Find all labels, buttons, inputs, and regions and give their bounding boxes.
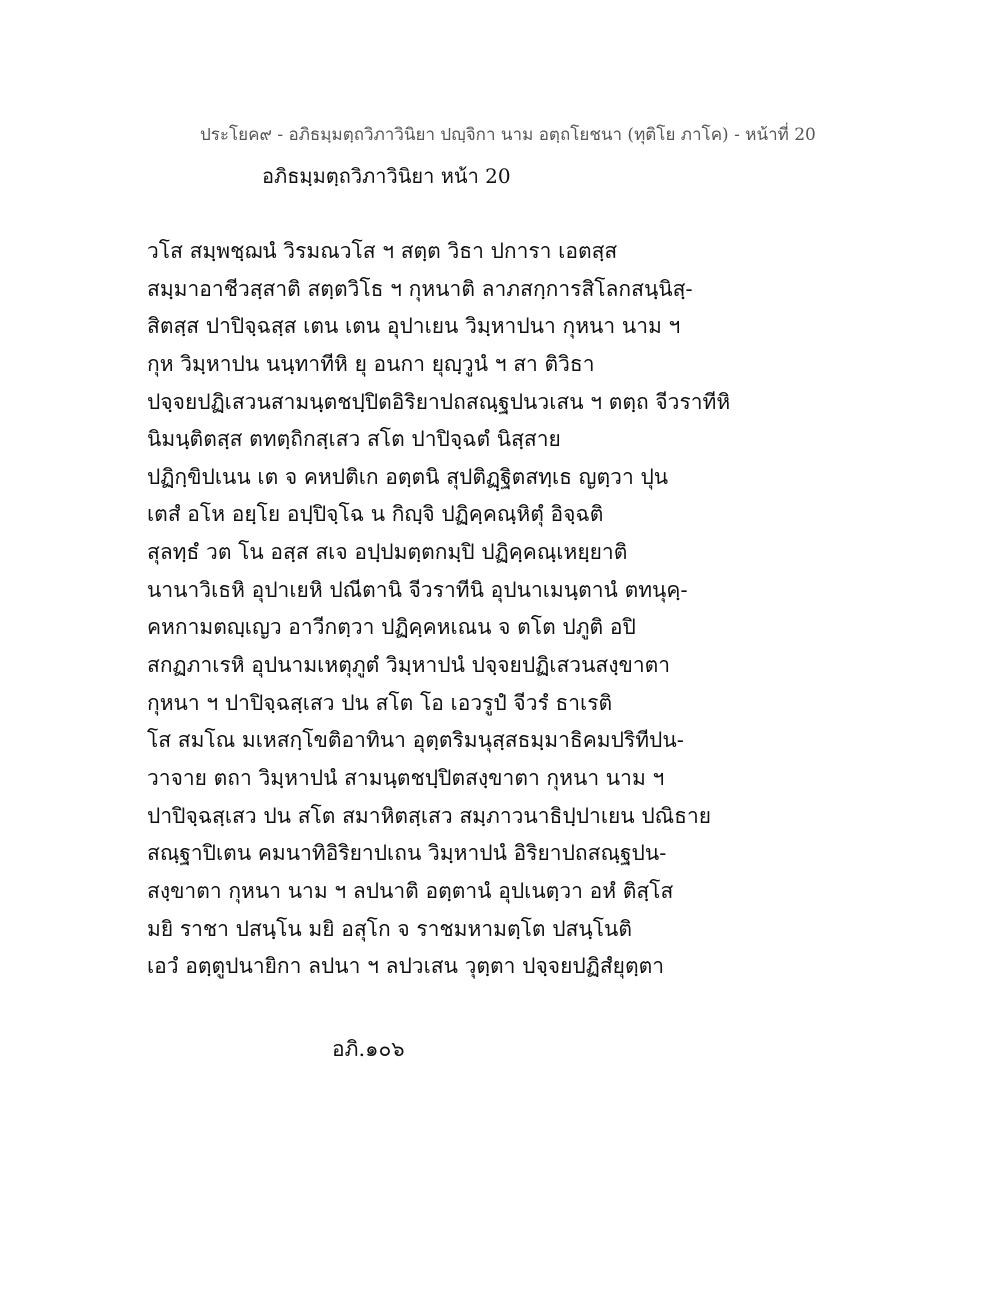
text-line: สณฺฐาปิเตน คมนาทิอิริยาปเถน วิมฺหาปนํ อิริยาปถสณฺฐปน-	[147, 841, 667, 866]
running-header: ประโยค๙ - อภิธมฺมตฺถวิภาวินิยา ปญฺจิกา นาม อตฺถโยชนา (ทุติโย ภาโค) - หน้าที่ 20	[200, 125, 816, 145]
text-line: ปฏิกฺขิปเนน เต จ คหปติเก อตฺตนิ สุปติฏฺฐิตสทฺเธ ญตฺวา ปุน	[147, 464, 669, 489]
text-line: นิมนฺติตสฺส ตทตฺถิกสฺเสว สโต ปาปิจฺฉตํ นิสฺสาย	[147, 427, 561, 452]
text-line: สงฺขาตา กุหนา นาม ฯ ลปนาติ อตฺตานํ อุปเนตฺวา อหํ ติสฺโส	[147, 878, 674, 903]
page-reference: อภิ.๑๐๖	[332, 1037, 405, 1061]
text-line: สกฏภาเรหิ อุปนามเหตุภูตํ วิมฺหาปนํ ปจฺจยปฏิเสวนสงฺขาตา	[147, 653, 671, 678]
text-line: วาจาย ตถา วิมฺหาปนํ สามนฺตชปฺปิตสงฺขาตา กุหนา นาม ฯ	[147, 765, 665, 790]
text-line: สิตสฺส ปาปิจฺฉสฺส เตน เตน อุปาเยน วิมฺหาปนา กุหนา นาม ฯ	[147, 314, 681, 339]
text-line: กุห วิมฺหาปน นนฺทาทีหิ ยุ อนกา ยุญฺวูนํ ฯ สา ติวิธา	[147, 351, 595, 376]
text-line: ปาปิจฺฉสฺเสว ปน สโต สมาหิตสฺเสว สมฺภาวนาธิปฺปาเยน ปณิธาย	[147, 803, 712, 828]
body-text	[147, 233, 731, 986]
text-line: กุหนา ฯ ปาปิจฺฉสฺเสว ปน สโต โอ เอวรูปํ จีวรํ ธาเรติ	[147, 690, 613, 715]
text-line: สมฺมาอาชีวสฺสาติ สตฺตวิโธ ฯ กุหนาติ ลาภสกฺการสิโลกสนฺนิสฺ-	[147, 276, 693, 301]
page-title: อภิธมฺมตฺถวิภาวินิยา หน้า 20	[262, 164, 511, 188]
text-line: เอวํ อตฺตูปนายิกา ลปนา ฯ ลปวเสน วุตฺตา ปจฺจยปฏิสํยุตฺตา	[147, 954, 665, 979]
text-line: วโส สมฺพชฺฌนํ วิรมณวโส ฯ สตฺต วิธา ปการา เอตสฺส	[147, 239, 618, 263]
text-line: สุลทฺธํ วต โน อสฺส สเจ อปฺปมตฺตกมฺปิ ปฏิคฺคณฺเหยฺยาติ	[147, 540, 628, 565]
text-line: มยิ ราชา ปสนฺโน มยิ อสุโก จ ราชมหามตฺโต ปสนฺโนติ	[147, 916, 632, 941]
text-line: โส สมโณ มเหสกฺโขติอาทินา อุตฺตริมนุสฺสธมฺมาธิคมปริทีปน-	[147, 728, 684, 753]
text-line: นานาวิเธหิ อุปาเยหิ ปณีตานิ จีวราทีนิ อุปนาเมนฺตานํ ตทนุคฺ-	[147, 577, 688, 602]
text-line: เตสํ อโห อยฺโย อปฺปิจฺโฉ น กิญฺจิ ปฏิคฺคณฺหิตุํ อิจฺฉติ	[147, 502, 604, 527]
text-line: คหกามตญฺเญว อาวีกตฺวา ปฏิคฺคหเณน จ ตโต ปภูติ อปิ	[147, 615, 636, 640]
text-line: ปจฺจยปฏิเสวนสามนฺตชปฺปิตอิริยาปถสณฺฐปนวเสน ฯ ตตฺถ จีวราทีหิ	[147, 389, 731, 414]
